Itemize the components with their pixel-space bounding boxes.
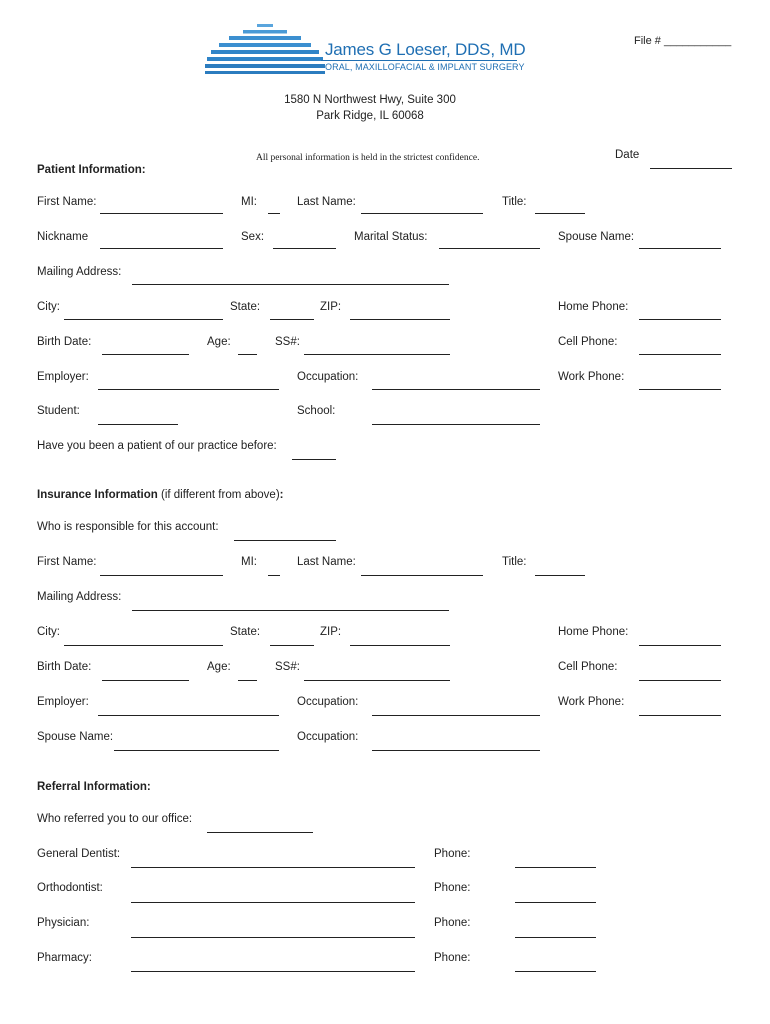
mi-label: MI: bbox=[241, 196, 257, 208]
city-field[interactable] bbox=[64, 319, 223, 320]
last-name-field[interactable] bbox=[361, 213, 483, 214]
home-phone-field[interactable] bbox=[639, 319, 721, 320]
practice-name: James G Loeser, DDS, MD bbox=[325, 40, 526, 59]
cell-phone-label: Cell Phone: bbox=[558, 336, 618, 348]
sex-field[interactable] bbox=[273, 248, 336, 249]
ins-birth-date-field[interactable] bbox=[102, 680, 189, 681]
ins-work-phone-label: Work Phone: bbox=[558, 696, 625, 708]
mailing-address-label: Mailing Address: bbox=[37, 266, 122, 278]
ins-ss-label: SS#: bbox=[275, 661, 300, 673]
who-referred-field[interactable] bbox=[207, 832, 313, 833]
physician-phone-field[interactable] bbox=[515, 937, 596, 938]
marital-status-field[interactable] bbox=[439, 248, 540, 249]
ins-zip-label: ZIP: bbox=[320, 626, 342, 638]
general-dentist-phone-label: Phone: bbox=[434, 848, 471, 860]
ins-last-name-field[interactable] bbox=[361, 575, 483, 576]
orthodontist-field[interactable] bbox=[131, 902, 415, 903]
physician-field[interactable] bbox=[131, 937, 415, 938]
ins-occupation-field[interactable] bbox=[372, 715, 540, 716]
general-dentist-label: General Dentist: bbox=[37, 848, 121, 860]
ins-age-label: Age: bbox=[207, 661, 231, 673]
first-name-field[interactable] bbox=[100, 213, 223, 214]
responsible-label: Who is responsible for this account: bbox=[37, 521, 219, 533]
patient-info-heading: Patient Information: bbox=[37, 164, 146, 176]
employer-field[interactable] bbox=[98, 389, 279, 390]
ins-employer-label: Employer: bbox=[37, 696, 89, 708]
ins-employer-field[interactable] bbox=[98, 715, 279, 716]
age-label: Age: bbox=[207, 336, 231, 348]
ins-spouse-occupation-label: Occupation: bbox=[297, 731, 359, 743]
school-field[interactable] bbox=[372, 424, 540, 425]
work-phone-label: Work Phone: bbox=[558, 371, 625, 383]
who-referred-label: Who referred you to our office: bbox=[37, 813, 193, 825]
ins-state-label: State: bbox=[230, 626, 261, 638]
ins-city-label: City: bbox=[37, 626, 60, 638]
pharmacy-phone-label: Phone: bbox=[434, 952, 471, 964]
ins-spouse-occupation-field[interactable] bbox=[372, 750, 540, 751]
work-phone-field[interactable] bbox=[639, 389, 721, 390]
title-field[interactable] bbox=[535, 213, 585, 214]
ins-city-field[interactable] bbox=[64, 645, 223, 646]
ss-label: SS#: bbox=[275, 336, 300, 348]
orthodontist-label: Orthodontist: bbox=[37, 882, 103, 894]
nickname-label: Nickname bbox=[37, 231, 89, 243]
responsible-field[interactable] bbox=[234, 540, 336, 541]
ins-age-field[interactable] bbox=[238, 680, 257, 681]
state-field[interactable] bbox=[270, 319, 314, 320]
student-label: Student: bbox=[37, 405, 80, 417]
insurance-heading-title: Insurance Information bbox=[37, 489, 158, 501]
ins-occupation-label: Occupation: bbox=[297, 696, 359, 708]
age-field[interactable] bbox=[238, 354, 257, 355]
spouse-name-label: Spouse Name: bbox=[558, 231, 635, 243]
ins-birth-date-label: Birth Date: bbox=[37, 661, 92, 673]
ins-state-field[interactable] bbox=[270, 645, 314, 646]
ins-work-phone-field[interactable] bbox=[639, 715, 721, 716]
ins-cell-phone-field[interactable] bbox=[639, 680, 721, 681]
ins-mi-field[interactable] bbox=[268, 575, 280, 576]
school-label: School: bbox=[297, 405, 336, 417]
file-number-label: File # ___________ bbox=[634, 35, 732, 47]
ins-mailing-address-field[interactable] bbox=[132, 610, 449, 611]
insurance-heading-note: (if different from above) bbox=[160, 489, 280, 501]
ins-first-name-field[interactable] bbox=[100, 575, 223, 576]
logo-stripes-icon bbox=[205, 22, 325, 76]
ins-title-label: Title: bbox=[502, 556, 527, 568]
last-name-label: Last Name: bbox=[297, 196, 356, 208]
ss-field[interactable] bbox=[304, 354, 450, 355]
insurance-info-heading bbox=[37, 489, 284, 501]
state-label: State: bbox=[230, 301, 261, 313]
birth-date-field[interactable] bbox=[102, 354, 189, 355]
ins-home-phone-field[interactable] bbox=[639, 645, 721, 646]
insurance-heading-colon: : bbox=[279, 489, 284, 501]
ins-home-phone-label: Home Phone: bbox=[558, 626, 629, 638]
zip-field[interactable] bbox=[350, 319, 450, 320]
physician-label: Physician: bbox=[37, 917, 90, 929]
physician-phone-label: Phone: bbox=[434, 917, 471, 929]
pharmacy-phone-field[interactable] bbox=[515, 971, 596, 972]
practice-subtitle: ORAL, MAXILLOFACIAL & IMPLANT SURGERY bbox=[325, 62, 525, 72]
ins-mi-label: MI: bbox=[241, 556, 257, 568]
ins-title-field[interactable] bbox=[535, 575, 585, 576]
city-label: City: bbox=[37, 301, 60, 313]
nickname-field[interactable] bbox=[100, 248, 223, 249]
occupation-field[interactable] bbox=[372, 389, 540, 390]
date-field[interactable] bbox=[650, 168, 732, 169]
mailing-address-field[interactable] bbox=[132, 284, 449, 285]
title-label: Title: bbox=[502, 196, 527, 208]
ins-spouse-name-field[interactable] bbox=[114, 750, 279, 751]
address-line-2: Park Ridge, IL 60068 bbox=[316, 110, 424, 122]
mi-field[interactable] bbox=[268, 213, 280, 214]
ins-zip-field[interactable] bbox=[350, 645, 450, 646]
cell-phone-field[interactable] bbox=[639, 354, 721, 355]
ins-ss-field[interactable] bbox=[304, 680, 450, 681]
ins-last-name-label: Last Name: bbox=[297, 556, 356, 568]
orthodontist-phone-field[interactable] bbox=[515, 902, 596, 903]
referral-info-heading: Referral Information: bbox=[37, 781, 151, 793]
ins-spouse-name-label: Spouse Name: bbox=[37, 731, 114, 743]
ins-cell-phone-label: Cell Phone: bbox=[558, 661, 618, 673]
employer-label: Employer: bbox=[37, 371, 89, 383]
prior-patient-label: Have you been a patient of our practice before: bbox=[37, 440, 277, 452]
pharmacy-field[interactable] bbox=[131, 971, 415, 972]
sex-label: Sex: bbox=[241, 231, 265, 243]
student-field[interactable] bbox=[98, 424, 178, 425]
birth-date-label: Birth Date: bbox=[37, 336, 92, 348]
date-label: Date bbox=[615, 149, 640, 161]
prior-patient-field[interactable] bbox=[292, 459, 336, 460]
address-line-1: 1580 N Northwest Hwy, Suite 300 bbox=[284, 94, 456, 106]
orthodontist-phone-label: Phone: bbox=[434, 882, 471, 894]
marital-status-label: Marital Status: bbox=[354, 231, 428, 243]
zip-label: ZIP: bbox=[320, 301, 342, 313]
occupation-label: Occupation: bbox=[297, 371, 359, 383]
home-phone-label: Home Phone: bbox=[558, 301, 629, 313]
pharmacy-label: Pharmacy: bbox=[37, 952, 92, 964]
ins-mailing-address-label: Mailing Address: bbox=[37, 591, 122, 603]
general-dentist-field[interactable] bbox=[131, 867, 415, 868]
ins-first-name-label: First Name: bbox=[37, 556, 97, 568]
logo-divider bbox=[321, 60, 517, 61]
confidentiality-note: All personal information is held in the strictest confidence. bbox=[256, 153, 480, 163]
first-name-label: First Name: bbox=[37, 196, 97, 208]
general-dentist-phone-field[interactable] bbox=[515, 867, 596, 868]
spouse-name-field[interactable] bbox=[639, 248, 721, 249]
